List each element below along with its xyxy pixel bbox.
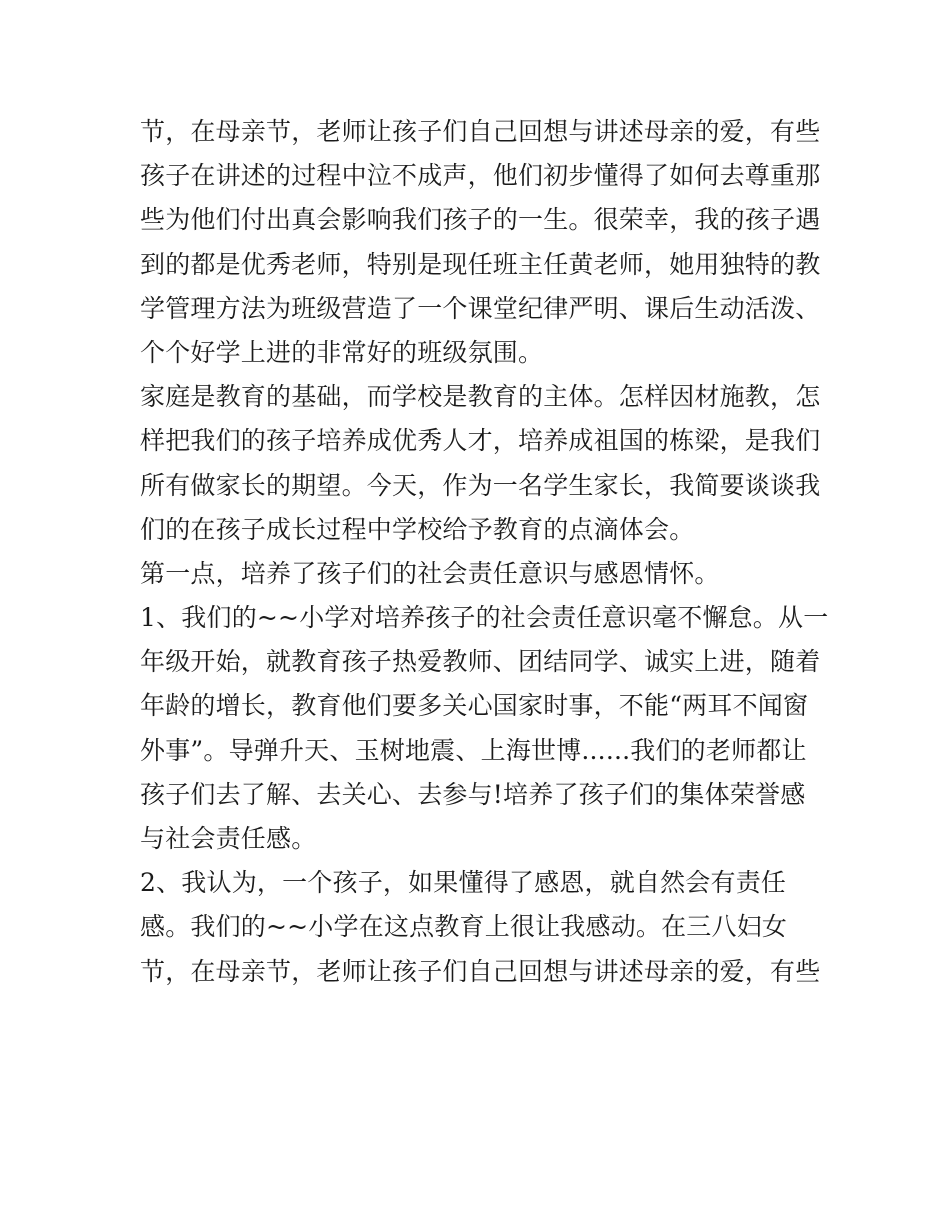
text-line: 孩子们去了解、去关心、去参与!培养了孩子们的集体荣誉感: [140, 779, 806, 809]
section-heading: 第一点，培养了孩子们的社会责任意识与感恩情怀。: [140, 558, 720, 588]
text-line: 外事”。导弹升天、玉树地震、上海世博......我们的老师都让: [140, 735, 807, 765]
text-line: 与社会责任感。: [140, 824, 317, 853]
text-line: 家庭是教育的基础，而学校是教育的主体。怎样因材施教，怎: [140, 382, 821, 412]
text-line: 些为他们付出真会影响我们孩子的一生。很荣幸，我的孩子遇: [140, 205, 821, 235]
text-line: 到的都是优秀老师，特别是现任班主任黄老师，她用独特的教: [140, 249, 821, 279]
text-line: 年龄的增长，教育他们要多关心国家时事，不能“两耳不闻窗: [140, 691, 809, 721]
document-body: [140, 110, 829, 994]
text-line: 学管理方法为班级营造了一个课堂纪律严明、课后生动活泼、: [140, 293, 821, 323]
text-line: 年级开始，就教育孩子热爱教师、团结同学、诚实上进，随着: [140, 647, 821, 677]
text-line: 感。我们的~~小学在这点教育上很让我感动。在三八妇女: [140, 912, 788, 942]
text-line: 们的在孩子成长过程中学校给予教育的点滴体会。: [140, 514, 695, 544]
text-line: 2、我认为，一个孩子，如果懂得了感恩，就自然会有责任: [140, 868, 787, 898]
text-line: 个个好学上进的非常好的班级氛围。: [140, 337, 544, 367]
text-line: 节，在母亲节，老师让孩子们自己回想与讲述母亲的爱，有些: [140, 956, 821, 986]
text-line: 样把我们的孩子培养成优秀人才，培养成祖国的栋梁，是我们: [140, 426, 821, 456]
text-line: 孩子在讲述的过程中泣不成声，他们初步懂得了如何去尊重那: [140, 161, 821, 191]
text-line: 所有做家长的期望。今天，作为一名学生家长，我简要谈谈我: [140, 470, 821, 500]
text-line: 节，在母亲节，老师让孩子们自己回想与讲述母亲的爱，有些: [140, 117, 821, 146]
text-line: 1、我们的~~小学对培养孩子的社会责任意识毫不懈怠。从一: [140, 603, 829, 633]
